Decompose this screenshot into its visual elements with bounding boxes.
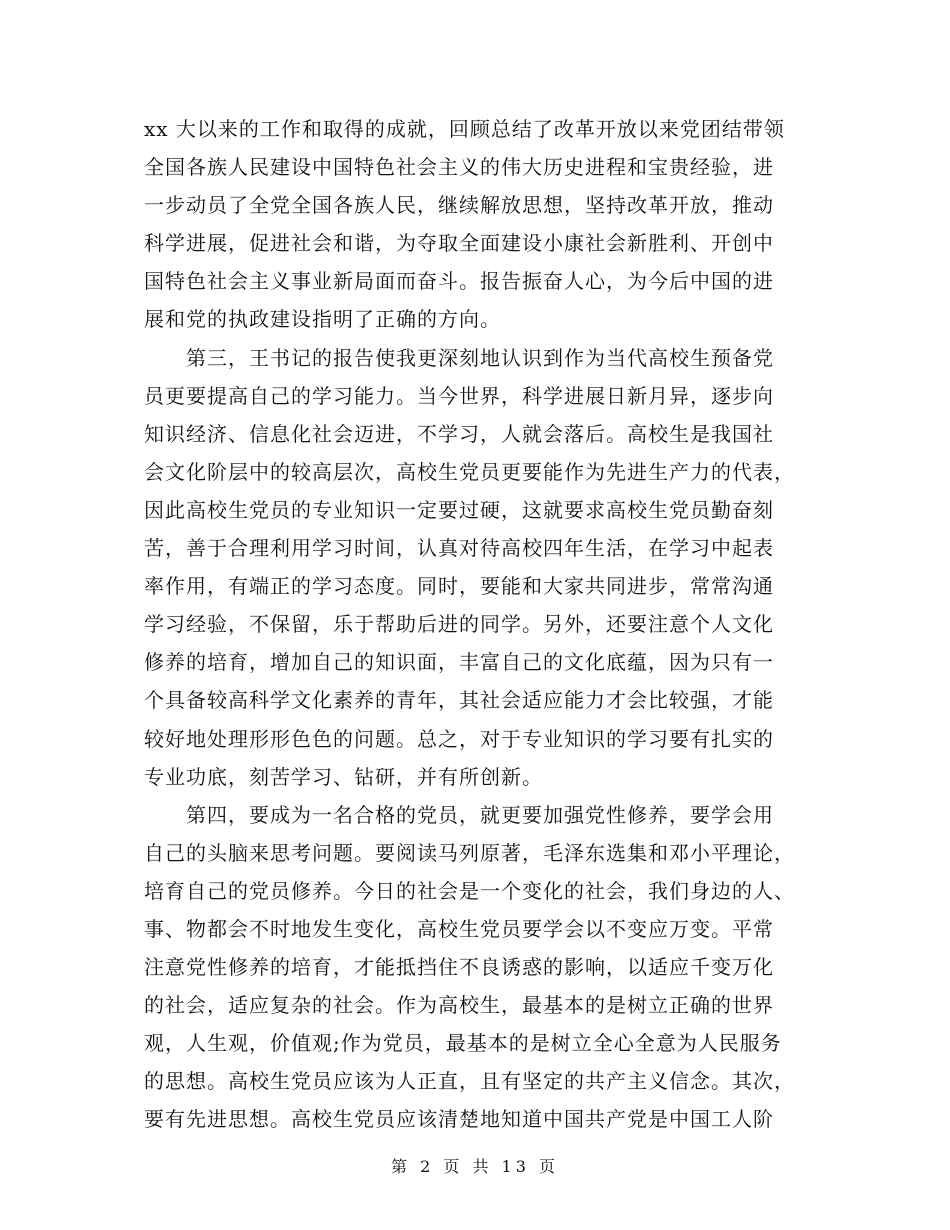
paragraph-start-line: 第四，要成为一名合格的党员，就更要加强党性修养，要学会用 [144, 802, 774, 827]
text-line: 的社会，适应复杂的社会。作为高校生，最基本的是树立正确的世界 [144, 993, 774, 1018]
document-body [144, 110, 804, 1139]
text-line: 员更要提高自己的学习能力。当今世界，科学进展日新月异，逐步向 [144, 383, 774, 408]
text-line: 一步动员了全党全国各族人民，继续解放思想，坚持改革开放，推动 [144, 193, 774, 218]
text-line: 的思想。高校生党员应该为人正直，且有坚定的共产主义信念。其次， [144, 1069, 795, 1094]
text-line: 修养的培育，增加自己的知识面，丰富自己的文化底蕴，因为只有一 [144, 650, 774, 675]
paragraph-start-line: 第三，王书记的报告使我更深刻地认识到作为当代高校生预备党 [144, 345, 774, 370]
text-line: 观，人生观，价值观;作为党员，最基本的是树立全心全意为人民服务 [144, 1031, 782, 1056]
text-line: 全国各族人民建设中国特色社会主义的伟大历史进程和宝贵经验，进 [144, 155, 774, 180]
text-line: 学习经验，不保留，乐于帮助后进的同学。另外，还要注意个人文化 [144, 612, 774, 637]
text-line: 个具备较高科学文化素养的青年，其社会适应能力才会比较强，才能 [144, 688, 774, 713]
text-line: 因此高校生党员的专业知识一定要过硬，这就要求高校生党员勤奋刻 [144, 497, 774, 522]
text-line: 要有先进思想。高校生党员应该清楚地知道中国共产党是中国工人阶 [144, 1107, 774, 1132]
text-line: 自己的头脑来思考问题。要阅读马列原著，毛泽东选集和邓小平理论， [144, 840, 795, 865]
text-line: 培育自己的党员修养。今日的社会是一个变化的社会，我们身边的人、 [144, 878, 795, 903]
text-line: 知识经济、信息化社会迈进，不学习，人就会落后。高校生是我国社 [144, 421, 774, 446]
page-number-footer: 第 2 页 共 13 页 [391, 1157, 559, 1176]
text-line: 较好地处理形形色色的问题。总之，对于专业知识的学习要有扎实的 [144, 726, 774, 751]
text-line: 注意党性修养的培育，才能抵挡住不良诱惑的影响，以适应千变万化 [144, 955, 774, 980]
text-line: 率作用，有端正的学习态度。同时，要能和大家共同进步，常常沟通 [144, 574, 774, 599]
text-line: 展和党的执政建设指明了正确的方向。 [144, 307, 501, 332]
text-line: xx 大以来的工作和取得的成就，回顾总结了改革开放以来党团结带领 [144, 117, 785, 141]
text-line: 会文化阶层中的较高层次，高校生党员更要能作为先进生产力的代表， [144, 459, 795, 484]
text-line: 国特色社会主义事业新局面而奋斗。报告振奋人心，为今后中国的进 [144, 269, 774, 294]
text-line: 专业功底，刻苦学习、钻研，并有所创新。 [144, 764, 543, 789]
text-line: 事、物都会不时地发生变化，高校生党员要学会以不变应万变。平常 [144, 916, 774, 941]
text-line: 科学进展，促进社会和谐，为夺取全面建设小康社会新胜利、开创中 [144, 231, 774, 256]
text-line: 苦，善于合理利用学习时间，认真对待高校四年生活，在学习中起表 [144, 536, 774, 561]
